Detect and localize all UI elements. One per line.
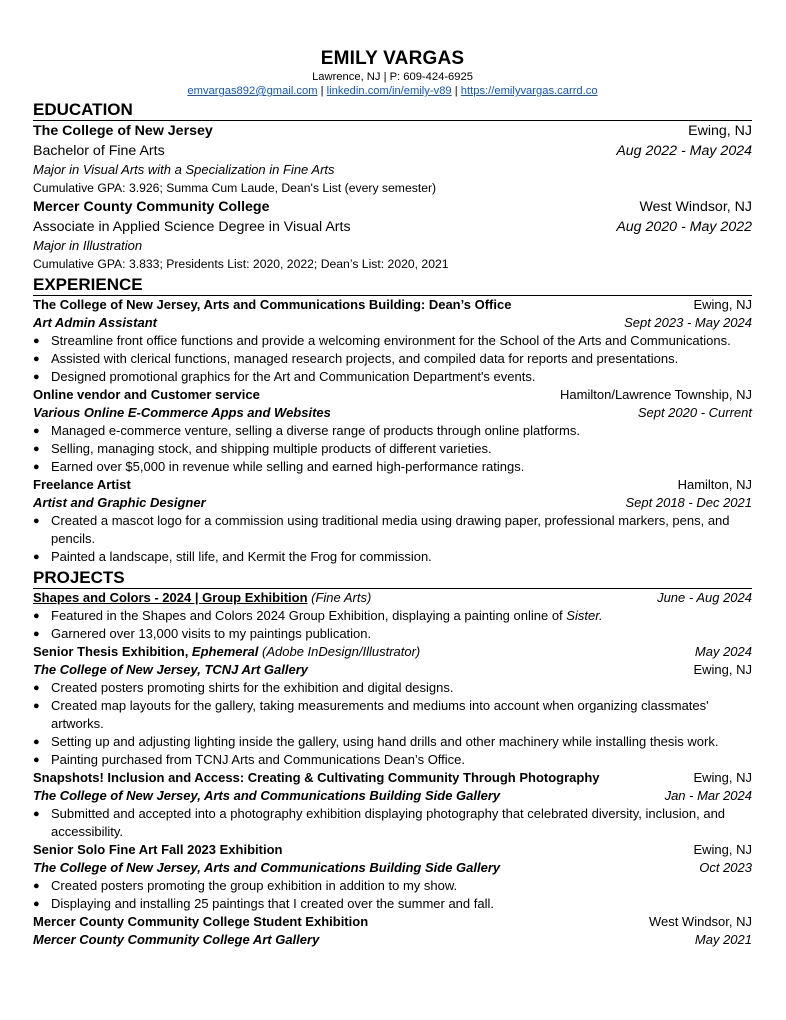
- bullet: ● Painting purchased from TCNJ Arts and Communications Dean’s Office.: [33, 751, 752, 769]
- project-location: Ewing, NJ: [693, 770, 752, 785]
- bullet-list: [33, 332, 752, 386]
- degree: Associate in Applied Science Degree in Visual Arts: [33, 219, 351, 235]
- employer: Online vendor and Customer service: [33, 387, 260, 402]
- bullet-list: [33, 805, 752, 841]
- bullet: ● Managed e-commerce venture, selling a diverse range of products through online platforms.: [33, 422, 752, 440]
- bullet: ● Designed promotional graphics for the Art and Communication Department's events.: [33, 368, 752, 386]
- linkedin-link[interactable]: linkedin.com/in/emily-v89: [326, 85, 452, 97]
- education-entry: [33, 121, 752, 197]
- project-dates: Oct 2023: [699, 860, 752, 875]
- project-title: Mercer County Community College Student Exhibition: [33, 914, 369, 929]
- project-title: Shapes and Colors - 2024 | Group Exhibition: [33, 590, 308, 605]
- honors: Cumulative GPA: 3.926; Summa Cum Laude, Dean's List (every semester): [33, 181, 437, 195]
- bullet-list: [33, 422, 752, 476]
- contact-links: [33, 84, 752, 98]
- job-location: Hamilton/Lawrence Township, NJ: [560, 387, 752, 402]
- employer: Freelance Artist: [33, 477, 131, 492]
- bullet-text: Featured in the Shapes and Colors 2024 Group Exhibition, displaying a painting online of: [51, 608, 567, 623]
- bullet-list: [33, 512, 752, 566]
- artwork-title: Sister.: [566, 608, 603, 623]
- school-location: Ewing, NJ: [688, 123, 752, 139]
- dates: Aug 2022 - May 2024: [616, 143, 752, 159]
- bullet: ● Displaying and installing 25 paintings that I created over the summer and fall.: [33, 895, 752, 913]
- experience-entry: [33, 296, 752, 386]
- project-venue: The College of New Jersey, Arts and Communications Building Side Gallery: [33, 860, 501, 875]
- projects-heading: PROJECTS: [33, 568, 752, 589]
- bullet: ● Submitted and accepted into a photography exhibition displaying photography that celebrated diversity, inclusion, and accessibility.: [33, 805, 752, 841]
- education-entry: [33, 197, 752, 273]
- location-phone: Lawrence, NJ | P: 609-424-6925: [312, 71, 473, 83]
- separator: |: [451, 85, 461, 97]
- job-title: Artist and Graphic Designer: [33, 495, 206, 510]
- school-name: The College of New Jersey: [33, 123, 213, 139]
- education-heading: EDUCATION: [33, 100, 752, 121]
- project-entry: [33, 841, 752, 913]
- project-venue: The College of New Jersey, Arts and Communications Building Side Gallery: [33, 788, 501, 803]
- separator: |: [317, 85, 327, 97]
- bullet: ● Created posters promoting the group exhibition in addition to my show.: [33, 877, 752, 895]
- job-location: Ewing, NJ: [693, 297, 752, 312]
- employer: The College of New Jersey, Arts and Communications Building: Dean’s Office: [33, 297, 512, 312]
- job-location: Hamilton, NJ: [677, 477, 752, 492]
- project-entry: [33, 769, 752, 841]
- school-name: Mercer County Community College: [33, 199, 270, 215]
- bullet: ● Created a mascot logo for a commission using traditional media using drawing paper, professional markers, pens, and pencils.: [33, 512, 752, 548]
- project-title-italic: Ephemeral: [191, 644, 259, 659]
- project-medium: (Adobe InDesign/Illustrator): [258, 644, 421, 659]
- bullet: ● Setting up and adjusting lighting inside the gallery, using hand drills and other machinery while installing thesis work.: [33, 733, 752, 751]
- honors: Cumulative GPA: 3.833; Presidents List: 2020, 2022; Dean’s List: 2020, 2021: [33, 257, 449, 271]
- job-dates: Sept 2020 - Current: [637, 405, 752, 420]
- bullet: ● Assisted with clerical functions, managed research projects, and compiled data for reports and presentations.: [33, 350, 752, 368]
- experience-heading: EXPERIENCE: [33, 275, 752, 296]
- bullet: ● Streamline front office functions and provide a welcoming environment for the School of the Arts and Communications.: [33, 332, 752, 350]
- job-dates: Sept 2023 - May 2024: [624, 315, 752, 330]
- job-title: Various Online E-Commerce Apps and Websites: [33, 405, 331, 420]
- degree: Bachelor of Fine Arts: [33, 143, 165, 159]
- major: Major in Illustration: [33, 238, 143, 253]
- dates: Aug 2020 - May 2022: [616, 219, 752, 235]
- bullet: ● Selling, managing stock, and shipping multiple products of different varieties.: [33, 440, 752, 458]
- email-link[interactable]: emvargas892@gmail.com: [187, 85, 318, 97]
- project-title: Snapshots! Inclusion and Access: Creating & Cultivating Community Through Photography: [33, 770, 600, 785]
- job-dates: Sept 2018 - Dec 2021: [625, 495, 752, 510]
- project-dates: June - Aug 2024: [657, 590, 752, 605]
- project-dates: May 2024: [694, 644, 752, 659]
- project-entry: [33, 913, 752, 949]
- project-medium: (Fine Arts): [307, 590, 372, 605]
- project-dates: Jan - Mar 2024: [664, 788, 752, 803]
- project-title: Senior Thesis Exhibition,: [33, 644, 192, 659]
- project-location: Ewing, NJ: [693, 842, 752, 857]
- school-location: West Windsor, NJ: [639, 199, 752, 215]
- candidate-name: EMILY VARGAS: [320, 48, 465, 69]
- project-venue: Mercer County Community College Art Gallery: [33, 932, 320, 947]
- project-venue: The College of New Jersey, TCNJ Art Gallery: [33, 662, 309, 677]
- bullet-list: [33, 877, 752, 913]
- bullet: ● Earned over $5,000 in revenue while selling and earned high-performance ratings.: [33, 458, 752, 476]
- website-link[interactable]: https://emilyvargas.carrd.co: [460, 85, 598, 97]
- experience-entry: [33, 476, 752, 566]
- project-title: Senior Solo Fine Art Fall 2023 Exhibition: [33, 842, 283, 857]
- experience-entry: [33, 386, 752, 476]
- job-title: Art Admin Assistant: [33, 315, 157, 330]
- project-entry: [33, 643, 752, 769]
- bullet: ● Created map layouts for the gallery, taking measurements and mediums into account when organizing classmates' artworks.: [33, 697, 752, 733]
- project-location: Ewing, NJ: [693, 662, 752, 677]
- major: Major in Visual Arts with a Specialization in Fine Arts: [33, 162, 335, 177]
- project-entry: [33, 589, 752, 643]
- bullet-list: [33, 607, 752, 643]
- project-location: West Windsor, NJ: [648, 914, 752, 929]
- bullet: [33, 607, 752, 625]
- project-dates: May 2021: [694, 932, 752, 947]
- bullet: ● Created posters promoting shirts for the exhibition and digital designs.: [33, 679, 752, 697]
- bullet-list: [33, 679, 752, 769]
- bullet: ● Painted a landscape, still life, and Kermit the Frog for commission.: [33, 548, 752, 566]
- bullet: ● Garnered over 13,000 visits to my paintings publication.: [33, 625, 752, 643]
